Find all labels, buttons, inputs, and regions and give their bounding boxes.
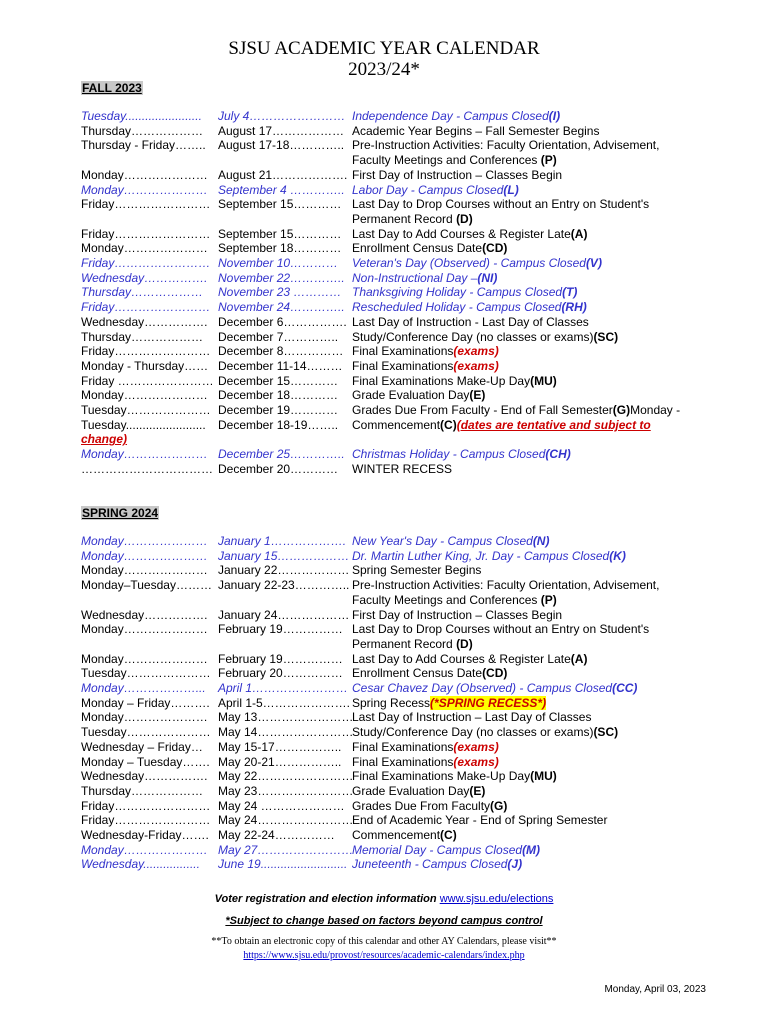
date-cell: November 23 ………… <box>218 285 342 300</box>
event-text: Academic Year Begins – Fall Semester Begins <box>352 123 600 138</box>
fall-row <box>81 300 587 315</box>
date-cell: September 15………… <box>218 226 342 241</box>
date-cell: September 18………… <box>218 241 342 256</box>
event-cell <box>352 652 587 667</box>
day-cell: Wednesday-Friday……. <box>81 828 209 842</box>
event-text: Faculty Meetings and Conferences <box>352 153 541 168</box>
spring-row <box>81 740 499 755</box>
event-cell <box>352 330 618 345</box>
spring-row <box>81 799 507 814</box>
voter-text: Voter registration and election information <box>214 893 440 905</box>
event-cell <box>352 109 560 124</box>
event-cell <box>352 138 659 153</box>
spring-row <box>81 813 607 828</box>
tentative-note: change) <box>81 432 128 447</box>
event-cell <box>352 666 507 681</box>
event-code: (L) <box>503 182 519 197</box>
spring-row <box>81 769 557 784</box>
day-cell: Tuesday………………… <box>81 666 211 681</box>
date-cell: May 22…………………… <box>218 769 354 784</box>
event-cell <box>352 447 571 462</box>
event-code: (E) <box>469 783 486 798</box>
day-cell: Monday………………… <box>81 548 208 563</box>
subject-note: *Subject to change based on factors beyond campus control <box>225 915 543 927</box>
fall-row <box>81 109 560 124</box>
fall-row <box>81 359 499 374</box>
event-cell <box>352 344 499 359</box>
fall-row <box>81 241 507 256</box>
date-cell: January 1………………. <box>218 534 347 548</box>
day-cell: Wednesday……………. <box>81 607 208 622</box>
date-cell: December 25………….. <box>218 447 345 462</box>
fall-row <box>81 418 651 433</box>
event-text: First Day of Instruction – Classes Begin <box>352 167 563 182</box>
date-cell: February 20…………… <box>218 666 343 681</box>
fall-row <box>81 374 557 389</box>
day-cell: Wednesday……………. <box>81 270 208 285</box>
event-code: (V) <box>585 256 602 270</box>
date-cell: November 22………….. <box>218 270 345 285</box>
fall-row <box>81 227 587 242</box>
fall-row <box>81 344 499 359</box>
event-text: Commencement <box>352 417 441 432</box>
event-cell <box>352 124 599 139</box>
event-code: (K) <box>609 548 626 563</box>
day-cell: Monday………………… <box>81 563 208 578</box>
event-code: (CD) <box>482 666 508 681</box>
day-cell: Friday…………………… <box>81 798 211 813</box>
day-cell: Wednesday……………. <box>81 769 208 784</box>
date-cell: December 20………… <box>218 461 339 476</box>
event-code: (T) <box>562 285 578 300</box>
date-cell: January 22-23………….. <box>218 578 350 593</box>
date-cell: September 4 ………….. <box>218 182 345 197</box>
day-cell: Friday…………………… <box>81 300 211 315</box>
voter-info <box>0 893 768 905</box>
spring-row <box>81 755 499 770</box>
event-code: (A) <box>570 651 588 666</box>
event-text: New Year's Day - Campus Closed <box>352 534 533 548</box>
event-text: Final Examinations <box>352 739 454 754</box>
event-cell <box>352 813 607 828</box>
fall-row <box>81 168 562 183</box>
event-cell <box>352 168 562 183</box>
event-code: (G) <box>612 403 631 417</box>
tentative-note: (dates are tentative and subject to <box>456 417 651 432</box>
date-cell: August 17……………… <box>218 123 345 138</box>
day-cell: Monday………………… <box>81 388 208 403</box>
event-cell <box>352 418 651 433</box>
event-text: Permanent Record <box>352 211 457 226</box>
event-code: (D) <box>456 211 473 226</box>
event-text: Christmas Holiday - Campus Closed <box>352 447 546 462</box>
fall-row <box>81 138 659 153</box>
event-code: (E) <box>469 388 486 403</box>
day-cell: Monday………………… <box>81 447 208 462</box>
date-cell: December 15………… <box>218 373 339 388</box>
event-code: (M) <box>522 842 541 857</box>
event-text: Final Examinations <box>352 754 454 769</box>
event-text: Last Day of Instruction - Last Day of Classes <box>352 314 589 329</box>
date-cell: May 13…………………… <box>218 710 354 725</box>
event-code: (A) <box>570 226 588 241</box>
event-text: Last Day to Add Courses & Register Late <box>352 226 571 241</box>
day-cell: Monday………………… <box>81 651 208 666</box>
event-code: (NI) <box>477 270 498 285</box>
electronic-copy-note: **To obtain an electronic copy of this calendar and other AY Calendars, please visit** <box>211 936 557 947</box>
event-cell <box>352 462 452 477</box>
spring-row <box>81 681 637 696</box>
event-cell <box>352 622 649 637</box>
event-text: Grade Evaluation Day <box>352 388 470 403</box>
event-text: Last Day to Add Courses & Register Late <box>352 651 571 666</box>
spring-row <box>81 710 591 725</box>
spring-recess-tag: (*SPRING RECESS*) <box>430 695 547 710</box>
day-cell: Tuesday....................... <box>81 109 202 123</box>
event-text: Commencement <box>352 828 441 842</box>
event-text: Thanksgiving Holiday - Campus Closed <box>352 285 563 300</box>
event-cell <box>352 315 589 330</box>
day-cell: Tuesday………………… <box>81 725 211 740</box>
event-cell <box>352 241 507 256</box>
event-cell <box>352 227 587 242</box>
day-cell: Monday………………… <box>81 710 208 725</box>
event-text: Memorial Day - Campus Closed <box>352 842 523 857</box>
spring-row <box>81 622 649 637</box>
event-text: Final Examinations Make-Up Day <box>352 373 531 388</box>
event-code: (CC) <box>612 681 638 695</box>
day-cell: Thursday - Friday…….. <box>81 138 206 153</box>
day-cell: Monday – Friday………. <box>81 695 210 710</box>
date-cell: May 23…………………… <box>218 783 354 798</box>
event-text: Last Day of Instruction – Last Day of Classes <box>352 710 592 725</box>
event-text: Pre-Instruction Activities: Faculty Orientation, Advisement, <box>352 578 660 593</box>
event-text: Final Examinations <box>352 344 454 359</box>
day-cell: Friday…………………… <box>81 226 211 241</box>
event-code: (P) <box>540 153 557 168</box>
date-cell: December 11-14……… <box>218 358 343 373</box>
day-cell: Tuesday........................ <box>81 417 206 432</box>
event-cell <box>352 696 546 711</box>
spring-row <box>81 534 549 549</box>
fall-row <box>81 447 571 462</box>
event-cell <box>352 799 507 814</box>
date-cell: May 24 ………………… <box>218 798 345 813</box>
event-text: Non-Instructional Day – <box>352 270 478 285</box>
day-cell: Friday…………………… <box>81 813 211 828</box>
day-cell: Wednesday……………. <box>81 314 208 329</box>
spring-row <box>81 549 626 564</box>
day-cell: Monday………………… <box>81 622 208 637</box>
day-cell: Monday………………... <box>81 681 206 695</box>
day-cell: Thursday……………… <box>81 123 204 138</box>
event-cell <box>352 740 499 755</box>
event-cell <box>352 725 618 740</box>
date-cell: April 1…………………… <box>218 681 349 695</box>
fall-row <box>81 285 577 300</box>
spring-row <box>81 784 485 799</box>
fall-row <box>81 330 618 345</box>
event-text: Permanent Record <box>352 636 457 651</box>
date-cell: December 6……………. <box>218 314 347 329</box>
fall-row-continuation <box>81 432 127 447</box>
date-cell: February 19…………… <box>218 622 343 637</box>
fall-row <box>81 256 602 271</box>
event-cell <box>352 183 519 198</box>
event-text: Last Day to Drop Courses without an Entry on Student's <box>352 622 650 637</box>
day-cell: …………………………… <box>81 461 213 476</box>
event-cell <box>352 359 499 374</box>
spring-row <box>81 652 587 667</box>
event-code: (I) <box>548 109 561 123</box>
event-text: First Day of Instruction – Classes Begin <box>352 607 563 622</box>
spring-row-continuation <box>352 593 557 608</box>
day-cell: Monday - Thursday…… <box>81 358 209 373</box>
elections-link[interactable]: www.sjsu.edu/elections <box>439 893 554 905</box>
calendars-link[interactable] <box>0 950 768 961</box>
event-text: Study/Conference Day (no classes or exams) <box>352 725 594 740</box>
event-cell <box>352 285 577 300</box>
fall-heading: FALL 2023 <box>82 81 142 95</box>
event-cell <box>352 271 497 286</box>
event-text: Last Day to Drop Courses without an Entry on Student's <box>352 197 650 212</box>
fall-row <box>81 271 497 286</box>
event-code: (MU) <box>530 769 557 784</box>
day-cell: Thursday……………… <box>81 329 204 344</box>
event-text: Enrollment Census Date <box>352 241 483 256</box>
event-text: Grades Due From Faculty <box>352 798 491 813</box>
exams-tag: (exams) <box>453 739 499 754</box>
exams-tag: (exams) <box>453 754 499 769</box>
spring-row <box>81 666 507 681</box>
printed-date: Monday, April 03, 2023 <box>604 984 706 995</box>
event-text: End of Academic Year - End of Spring Semester <box>352 813 608 828</box>
event-cell <box>352 784 485 799</box>
event-text: Labor Day - Campus Closed <box>352 182 504 197</box>
event-text: Independence Day - Campus Closed <box>352 109 549 123</box>
event-code: (G) <box>490 798 508 813</box>
spring-row <box>81 857 522 872</box>
date-cell: September 15………… <box>218 197 342 212</box>
date-cell: May 14…………………… <box>218 725 354 740</box>
fall-row <box>81 388 485 403</box>
event-code: (P) <box>540 592 557 607</box>
event-cell <box>352 578 659 593</box>
event-cell <box>352 300 587 315</box>
spring-row <box>81 696 546 711</box>
date-cell: February 19…………… <box>218 651 343 666</box>
event-cell <box>352 197 649 212</box>
event-code: (N) <box>532 534 550 548</box>
date-cell: December 18………… <box>218 388 339 403</box>
day-cell: Monday – Tuesday……. <box>81 754 210 769</box>
page-title: SJSU ACADEMIC YEAR CALENDAR <box>228 38 540 59</box>
event-cell <box>352 769 557 784</box>
event-cell <box>352 256 602 271</box>
day-cell: Wednesday – Friday… <box>81 739 203 754</box>
date-cell: August 17-18………….. <box>218 138 345 153</box>
event-text: WINTER RECESS <box>352 461 453 476</box>
event-text: Juneteenth - Campus Closed <box>352 857 508 872</box>
event-text: Enrollment Census Date <box>352 666 483 681</box>
day-cell: Monday………………… <box>81 534 208 548</box>
event-code: (C) <box>440 417 457 432</box>
event-text: Veteran's Day (Observed) - Campus Closed <box>352 256 586 270</box>
fall-row <box>81 183 519 198</box>
day-cell: Monday–Tuesday……… <box>81 578 212 593</box>
fall-row <box>81 124 599 139</box>
calendars-url[interactable]: https://www.sjsu.edu/provost/resources/academic-calendars/index.php <box>243 950 525 961</box>
event-code: (C) <box>440 828 457 842</box>
spring-row <box>81 578 659 593</box>
event-cell <box>352 403 680 418</box>
date-cell: May 27…………………… <box>218 842 354 857</box>
day-cell: Monday………………… <box>81 842 208 857</box>
event-code: (SC) <box>593 725 619 740</box>
date-cell: June 19.......................... <box>218 857 348 872</box>
date-cell: December 8…………… <box>218 344 344 359</box>
date-cell: April 1-5…………………. <box>218 695 351 710</box>
day-cell: Friday …………………… <box>81 373 214 388</box>
event-code: (CD) <box>482 241 508 256</box>
event-cell <box>352 828 457 843</box>
fall-row <box>81 462 452 477</box>
fall-row <box>81 315 589 330</box>
fall-row-continuation <box>352 153 557 168</box>
event-text: Dr. Martin Luther King, Jr. Day - Campus Closed <box>352 548 610 563</box>
day-cell: Friday…………………… <box>81 344 211 359</box>
page-subtitle: 2023/24* <box>348 59 420 80</box>
date-cell: May 15-17…………….. <box>218 739 342 754</box>
date-cell: November 10………… <box>218 256 339 270</box>
event-cell <box>352 608 562 623</box>
fall-row-continuation <box>352 212 473 227</box>
event-cell <box>352 388 485 403</box>
event-cell <box>352 534 549 549</box>
event-code: (SC) <box>593 329 619 344</box>
day-cell: Monday………………… <box>81 167 208 182</box>
event-text: Grade Evaluation Day <box>352 783 470 798</box>
day-cell: Monday………………… <box>81 241 208 256</box>
event-cell <box>352 681 637 696</box>
spring-row <box>81 608 562 623</box>
event-text: Cesar Chavez Day (Observed) - Campus Closed <box>352 681 613 695</box>
date-cell: May 22-24…………… <box>218 828 335 842</box>
date-cell: December 19………… <box>218 403 339 417</box>
event-text: Spring Recess <box>352 695 431 710</box>
day-cell: Friday…………………… <box>81 256 211 270</box>
date-cell: November 24………….. <box>218 300 345 315</box>
day-cell: Thursday……………… <box>81 285 204 300</box>
event-code: (RH) <box>561 300 587 315</box>
spring-row <box>81 725 618 740</box>
date-cell: July 4…………………… <box>218 109 346 123</box>
date-cell: January 15……………… <box>218 548 350 563</box>
day-cell: Friday…………………… <box>81 197 211 212</box>
event-cell <box>352 857 522 872</box>
event-text: Study/Conference Day (no classes or exams) <box>352 329 594 344</box>
event-text: Rescheduled Holiday - Campus Closed <box>352 300 562 315</box>
event-cell <box>352 755 499 770</box>
event-tail: Monday - <box>630 403 681 417</box>
event-text: Grades Due From Faculty - End of Fall Semester <box>352 403 613 417</box>
date-cell: August 21………………. <box>218 167 348 182</box>
spring-row <box>81 563 481 578</box>
event-code: (MU) <box>530 373 557 388</box>
event-text: Final Examinations <box>352 358 454 373</box>
event-cell <box>352 374 557 389</box>
day-cell: Thursday……………… <box>81 783 204 798</box>
day-cell: Tuesday………………… <box>81 403 211 417</box>
event-cell <box>352 563 481 578</box>
exams-tag: (exams) <box>453 358 499 373</box>
date-cell: May 20-21…………….. <box>218 754 342 769</box>
date-cell: December 18-19…….. <box>218 417 339 432</box>
event-text: Final Examinations Make-Up Day <box>352 769 531 784</box>
date-cell: January 22……………… <box>218 563 350 578</box>
date-cell: December 7………….. <box>218 329 339 344</box>
event-text: Faculty Meetings and Conferences <box>352 592 541 607</box>
fall-row <box>81 403 680 418</box>
event-cell <box>352 710 591 725</box>
event-cell <box>352 843 540 858</box>
exams-tag: (exams) <box>453 344 499 359</box>
spring-heading: SPRING 2024 <box>82 506 159 520</box>
event-text: Spring Semester Begins <box>352 563 482 578</box>
fall-row <box>81 197 649 212</box>
date-cell: May 24…………………… <box>218 813 354 828</box>
event-code: (CH) <box>545 447 571 462</box>
event-code: (D) <box>456 636 473 651</box>
date-cell: January 24……………… <box>218 607 350 622</box>
spring-row <box>81 843 540 858</box>
spring-row-continuation <box>352 637 473 652</box>
day-cell: Monday………………… <box>81 182 208 197</box>
spring-row <box>81 828 457 843</box>
event-cell <box>352 549 626 564</box>
event-text: Pre-Instruction Activities: Faculty Orientation, Advisement, <box>352 138 660 153</box>
event-code: (J) <box>507 857 523 872</box>
day-cell: Wednesday................. <box>81 857 200 872</box>
